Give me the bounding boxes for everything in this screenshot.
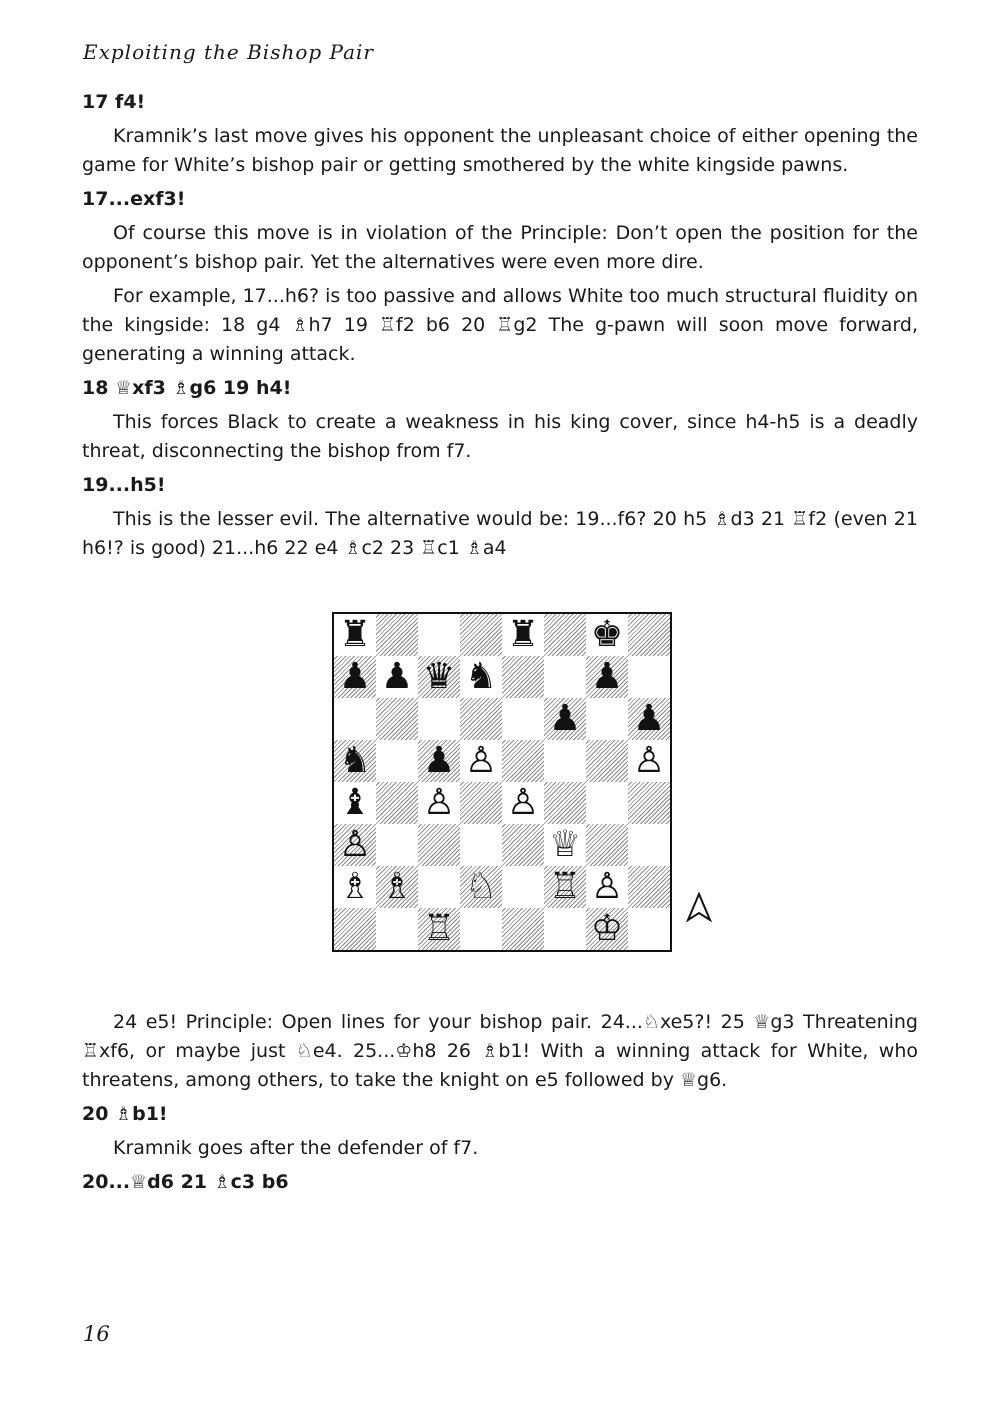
chess-piece: ♙	[632, 740, 666, 781]
square-g1	[586, 908, 628, 950]
move-heading: 20...♕d6 21 ♗c3 b6	[82, 1171, 289, 1193]
white-to-move-icon	[686, 892, 712, 922]
square-d5	[460, 740, 502, 782]
square-c6	[418, 698, 460, 740]
square-f6	[544, 698, 586, 740]
chess-piece: ♚	[590, 614, 624, 655]
square-f8	[544, 614, 586, 656]
square-f7	[544, 656, 586, 698]
chess-piece: ♜	[338, 614, 372, 655]
square-d4	[460, 782, 502, 824]
square-h2	[628, 866, 670, 908]
chess-piece: ♞	[338, 740, 372, 781]
chess-piece: ♙	[506, 782, 540, 823]
square-b3	[376, 824, 418, 866]
chess-diagram	[332, 612, 672, 952]
square-g7	[586, 656, 628, 698]
square-b1	[376, 908, 418, 950]
square-f1	[544, 908, 586, 950]
square-b7	[376, 656, 418, 698]
square-e8	[502, 614, 544, 656]
chess-piece: ♟	[338, 656, 372, 697]
square-e7	[502, 656, 544, 698]
chess-piece: ♙	[338, 824, 372, 865]
page-content	[82, 88, 918, 1202]
commentary-paragraph: Kramnik’s last move gives his opponent the unpleasant choice of either opening the game for White’s bishop pair or getting smothered by the white kingside pawns.	[82, 125, 918, 176]
text-after-diagram	[82, 1008, 918, 1197]
square-f5	[544, 740, 586, 782]
square-g8	[586, 614, 628, 656]
square-h3	[628, 824, 670, 866]
square-c7	[418, 656, 460, 698]
chess-piece: ♕	[548, 824, 582, 865]
square-h5	[628, 740, 670, 782]
square-d7	[460, 656, 502, 698]
square-a1	[334, 908, 376, 950]
square-d1	[460, 908, 502, 950]
square-a2	[334, 866, 376, 908]
text-before-diagram	[82, 88, 918, 563]
square-f3	[544, 824, 586, 866]
commentary-paragraph: For example, 17...h6? is too passive and allows White too much structural fluidity on the kingside: 18 g4 ♗h7 19 ♖f2 b6 20 ♖g2 The g-pawn will soon move forward, generating a winning attack.	[82, 285, 918, 365]
diagram-area	[82, 574, 918, 1008]
square-a7	[334, 656, 376, 698]
chess-piece: ♙	[464, 740, 498, 781]
square-c4	[418, 782, 460, 824]
square-e1	[502, 908, 544, 950]
square-d2	[460, 866, 502, 908]
square-d3	[460, 824, 502, 866]
chess-piece: ♗	[338, 866, 372, 907]
square-g6	[586, 698, 628, 740]
page-number: 16	[83, 1322, 110, 1346]
square-e3	[502, 824, 544, 866]
square-a3	[334, 824, 376, 866]
running-header: Exploiting the Bishop Pair	[83, 40, 374, 64]
square-a5	[334, 740, 376, 782]
commentary-paragraph: Of course this move is in violation of the Principle: Don’t open the position for the opponent’s bishop pair. Yet the alternatives were even more dire.	[82, 222, 918, 273]
chess-piece: ♔	[590, 908, 624, 949]
move-heading: 20 ♗b1!	[82, 1103, 168, 1125]
square-g2	[586, 866, 628, 908]
chess-piece: ♟	[632, 698, 666, 739]
square-b2	[376, 866, 418, 908]
square-d8	[460, 614, 502, 656]
square-h4	[628, 782, 670, 824]
square-g3	[586, 824, 628, 866]
square-c5	[418, 740, 460, 782]
move-heading: 17 f4!	[82, 91, 146, 113]
chess-piece: ♙	[422, 782, 456, 823]
move-heading: 17...exf3!	[82, 188, 186, 210]
chess-piece: ♟	[590, 656, 624, 697]
square-a8	[334, 614, 376, 656]
square-b6	[376, 698, 418, 740]
commentary-paragraph: This is the lesser evil. The alternative would be: 19...f6? 20 h5 ♗d3 21 ♖f2 (even 21 h6!? is good) 21...h6 22 e4 ♗c2 23 ♖c1 ♗a4	[82, 508, 918, 559]
square-c3	[418, 824, 460, 866]
square-g5	[586, 740, 628, 782]
chess-piece: ♟	[422, 740, 456, 781]
move-heading: 18 ♕xf3 ♗g6 19 h4!	[82, 377, 292, 399]
chess-piece: ♞	[464, 656, 498, 697]
chess-piece: ♟	[380, 656, 414, 697]
square-d6	[460, 698, 502, 740]
square-e2	[502, 866, 544, 908]
square-b5	[376, 740, 418, 782]
chess-piece: ♝	[338, 782, 372, 823]
chess-piece: ♖	[422, 908, 456, 949]
commentary-paragraph: This forces Black to create a weakness in his king cover, since h4-h5 is a deadly threat, disconnecting the bishop from f7.	[82, 411, 918, 462]
chess-piece: ♙	[590, 866, 624, 907]
square-c2	[418, 866, 460, 908]
square-h6	[628, 698, 670, 740]
commentary-paragraph: 24 e5! Principle: Open lines for your bishop pair. 24...♘xe5?! 25 ♕g3 Threatening ♖xf6, or maybe just ♘e4. 25...♔h8 26 ♗b1! With a winning attack for White, who threatens, among others, to take the knight on e5 followed by ♕g6.	[82, 1011, 918, 1091]
square-c1	[418, 908, 460, 950]
square-e4	[502, 782, 544, 824]
chess-piece: ♟	[548, 698, 582, 739]
square-a4	[334, 782, 376, 824]
square-e5	[502, 740, 544, 782]
square-b8	[376, 614, 418, 656]
square-h7	[628, 656, 670, 698]
chess-piece: ♗	[380, 866, 414, 907]
square-h1	[628, 908, 670, 950]
square-b4	[376, 782, 418, 824]
chess-piece: ♛	[422, 656, 456, 697]
square-h8	[628, 614, 670, 656]
square-f4	[544, 782, 586, 824]
commentary-paragraph: Kramnik goes after the defender of f7.	[113, 1137, 479, 1159]
square-a6	[334, 698, 376, 740]
square-g4	[586, 782, 628, 824]
chess-piece: ♘	[464, 866, 498, 907]
square-c8	[418, 614, 460, 656]
square-e6	[502, 698, 544, 740]
chess-piece: ♜	[506, 614, 540, 655]
square-f2	[544, 866, 586, 908]
chess-piece: ♖	[548, 866, 582, 907]
move-heading: 19...h5!	[82, 474, 166, 496]
